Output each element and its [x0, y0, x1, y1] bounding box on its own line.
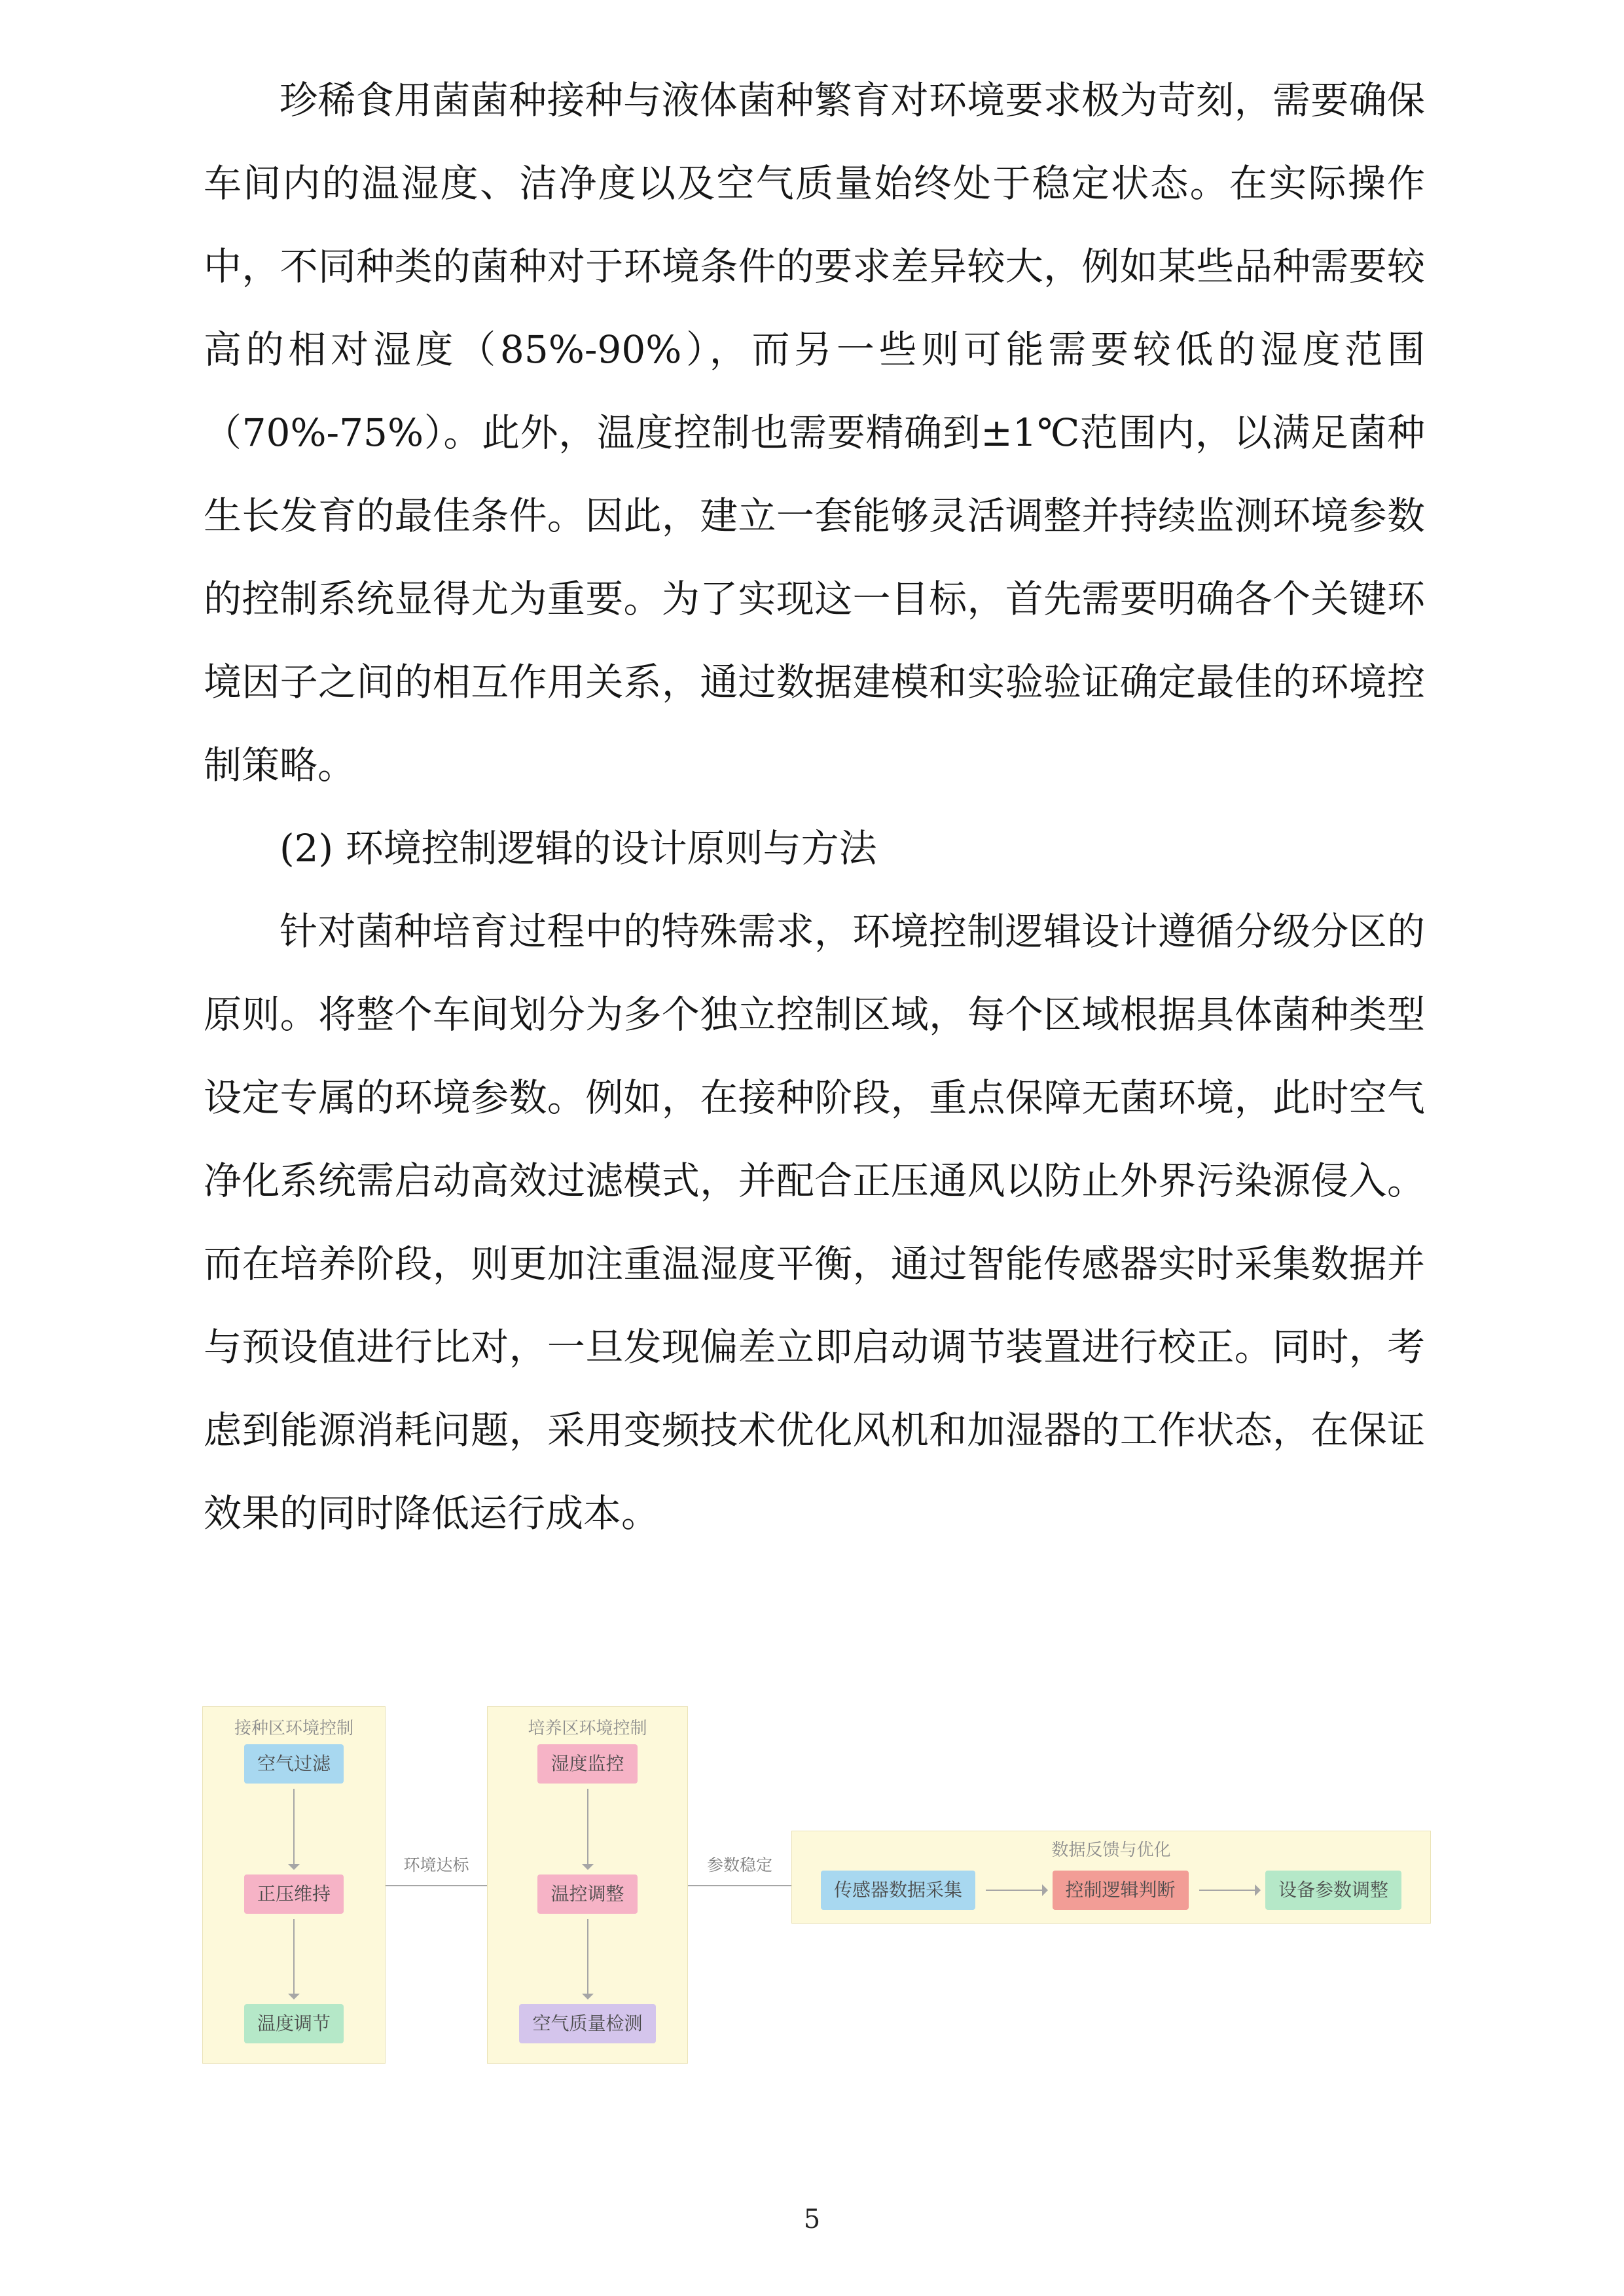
flow-node-humidity-monitoring: 湿度监控	[537, 1744, 637, 1784]
arrow-down-icon	[587, 1919, 588, 1994]
flow-node-positive-pressure: 正压维持	[244, 1874, 344, 1914]
flow-group-title: 接种区环境控制	[234, 1719, 353, 1738]
connector-label: 环境达标	[403, 1856, 469, 1874]
flow-group-title: 培养区环境控制	[528, 1719, 647, 1738]
flow-node-control-logic-decision: 控制逻辑判断	[1053, 1871, 1189, 1910]
flow-connector-parameters-stable	[688, 1852, 791, 1886]
flow-group-title: 数据反馈与优化	[1051, 1840, 1171, 1860]
flow-node-temperature-regulation: 温度调节	[244, 2004, 344, 2043]
flow-node-air-filtering: 空气过滤	[244, 1744, 344, 1784]
flow-node-sensor-data-collection: 传感器数据采集	[821, 1871, 975, 1910]
arrow-right-icon	[688, 1885, 791, 1886]
flow-group-data-feedback	[791, 1831, 1431, 1924]
page-number: 5	[803, 2204, 821, 2234]
arrow-down-icon	[293, 1789, 295, 1864]
arrow-down-icon	[587, 1789, 588, 1864]
body-paragraph-1: 珍稀食用菌菌种接种与液体菌种繁育对环境要求极为苛刻，需要确保车间内的温湿度、洁净度以及空气质量始终处于稳定状态。在实际操作中，不同种类的菌种对于环境条件的要求差异较大，例如某些品种需要较高的相对湿度（85%-90%），而另一些则可能需要较低的湿度范围（70%-75%）。此外，温度控制也需要精确到±1℃范围内，以满足菌种生长发育的最佳条件。因此，建立一套能够灵活调整并持续监测环境参数的控制系统显得尤为重要。为了实现这一目标，首先需要明确各个关键环境因子之间的相互作用关系，通过数据建模和实验验证确定最佳的环境控制策略。	[204, 78, 1425, 787]
flow-node-air-quality-check: 空气质量检测	[519, 2004, 655, 2043]
arrow-right-icon	[986, 1890, 1041, 1891]
flow-group-cultivation-zone	[487, 1706, 688, 2064]
document-body	[204, 59, 1425, 1555]
flowchart	[0, 1702, 1624, 2134]
flow-node-device-parameter-adjust: 设备参数调整	[1265, 1871, 1401, 1910]
section-heading: (2) 环境控制逻辑的设计原则与方法	[280, 826, 877, 870]
arrow-right-icon	[1199, 1890, 1255, 1891]
flow-row	[821, 1866, 1401, 1914]
connector-label: 参数稳定	[706, 1856, 772, 1874]
flow-node-temperature-control-adjust: 温控调整	[537, 1874, 637, 1914]
flow-connector-environment-ok	[386, 1852, 487, 1886]
body-paragraph-2: 针对菌种培育过程中的特殊需求，环境控制逻辑设计遵循分级分区的原则。将整个车间划分为多个独立控制区域，每个区域根据具体菌种类型设定专属的环境参数。例如，在接种阶段，重点保障无菌环境，此时空气净化系统需启动高效过滤模式，并配合正压通风以防止外界污染源侵入。而在培养阶段，则更加注重温湿度平衡，通过智能传感器实时采集数据并与预设值进行比对，一旦发现偏差立即启动调节装置进行校正。同时，考虑到能源消耗问题，采用变频技术优化风机和加湿器的工作状态，在保证效果的同时降低运行成本。	[204, 909, 1425, 1535]
arrow-down-icon	[293, 1919, 295, 1994]
flow-group-inoculation-zone	[202, 1706, 386, 2064]
arrow-right-icon	[386, 1885, 487, 1886]
